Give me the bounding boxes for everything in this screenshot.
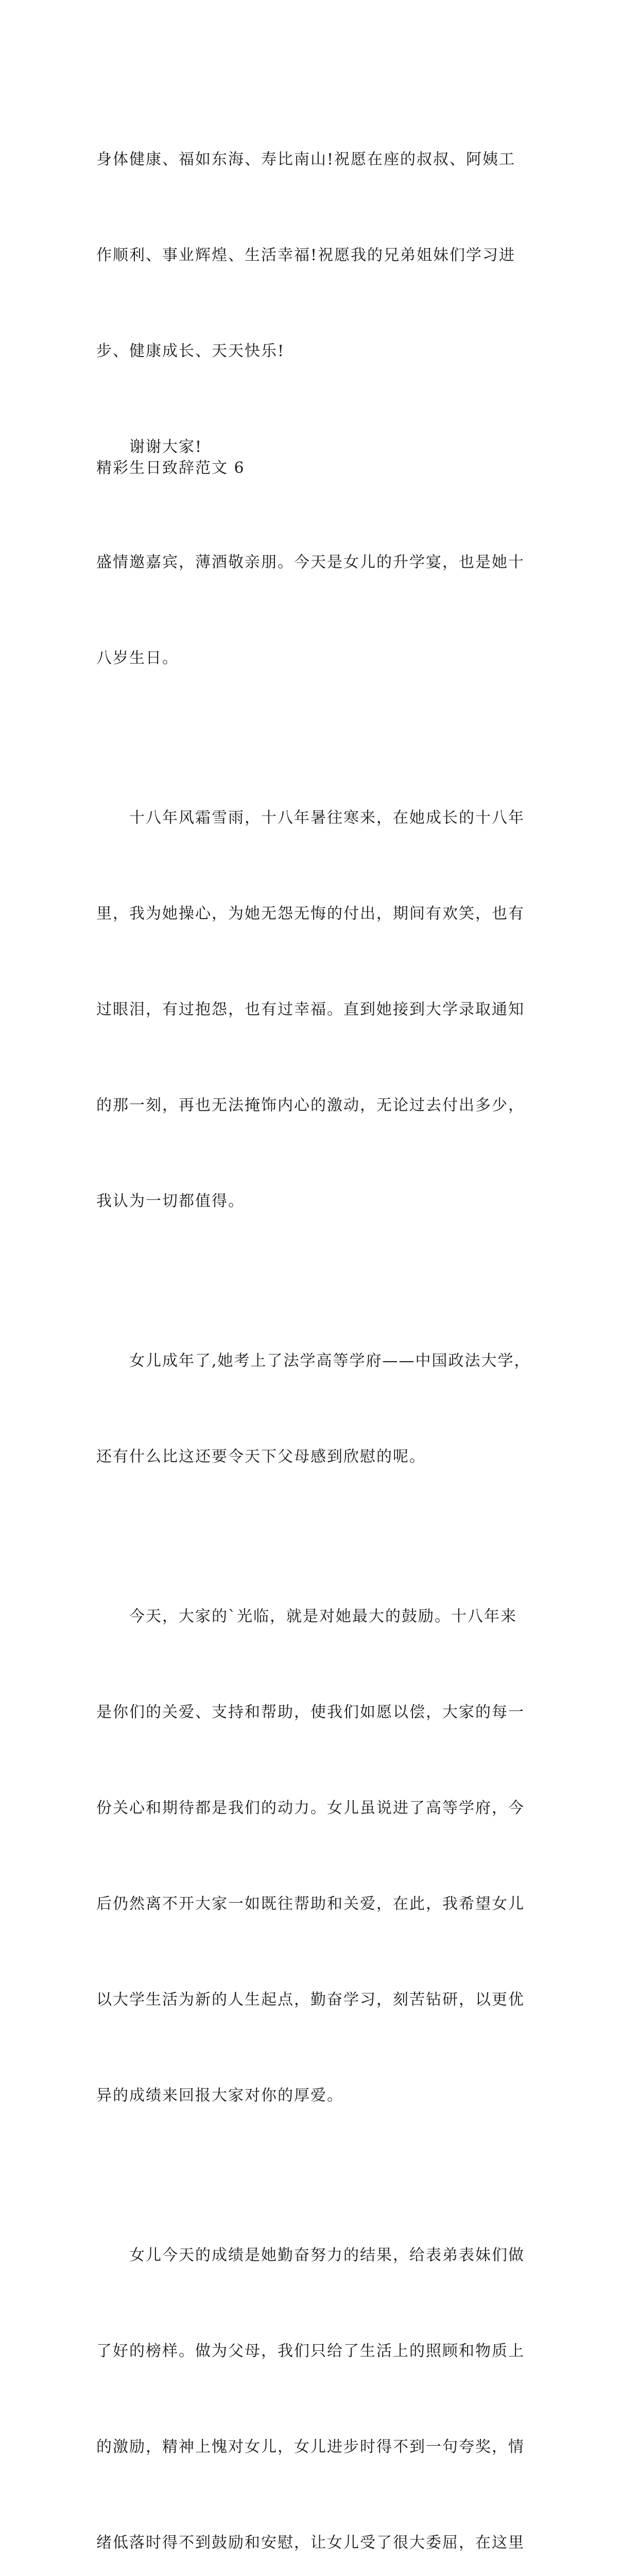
document-body (96, 80, 549, 2576)
text-line: 里，我为她操心，为她无怨无悔的付出，期间有欢笑，也有 (96, 905, 525, 923)
text-line: 份关心和期待都是我们的动力。女儿虽说进了高等学府，今 (96, 1799, 525, 1817)
text-line: 女儿成年了,她考上了法学高等学府——中国政法大学， (129, 1352, 531, 1370)
text-line: 十八年风霜雪雨，十八年暑往寒来，在她成长的十八年 (129, 809, 525, 827)
text-line: 了好的榜样。做为父母，我们只给了生活上的照顾和物质上 (96, 2342, 525, 2360)
text-line: 女儿今天的成绩是她勤奋努力的结果，给表弟表妹们做 (129, 2246, 525, 2264)
text-line: 过眼泪，有过抱怨，也有过幸福。直到她接到大学录取通知 (96, 1001, 525, 1019)
text-line: 还有什么比这还要令天下父母感到欣慰的呢。 (96, 1448, 426, 1466)
paragraph-4 (96, 1537, 549, 2176)
text-line: 身体健康、福如东海、寿比南山!祝愿在座的叔叔、阿姨工 (96, 150, 516, 168)
section-title: 精彩生日致辞范文 6 (96, 459, 245, 477)
intro-paragraph (96, 80, 549, 431)
paragraph-1 (96, 483, 549, 738)
text-line: 八岁生日。 (96, 649, 179, 667)
text-line: 异的成绩来回报大家对你的厚爱。 (96, 2087, 343, 2105)
text-line: 盛情邀嘉宾，薄酒敬亲朋。今天是女儿的升学宴，也是她十 (96, 553, 525, 571)
paragraph-2 (96, 738, 549, 1281)
text-line: 后仍然离不开大家一如既往帮助和关爱，在此，我希望女儿 (96, 1895, 525, 1913)
text-line: 作顺利、事业辉煌、生活幸福!祝愿我的兄弟姐妹们学习进 (96, 246, 516, 264)
text-line: 的那一刻，再也无法掩饰内心的激动，无论过去付出多少， (96, 1096, 525, 1114)
text-line: 步、健康成长、天天快乐! (96, 342, 285, 360)
text-line: 是你们的关爱、支持和帮助，使我们如愿以偿，大家的每一 (96, 1703, 525, 1721)
text-line: 我认为一切都值得。 (96, 1192, 245, 1210)
paragraph-5 (96, 2176, 549, 2576)
text-line: 的激励，精神上愧对女儿，女儿进步时得不到一句夸奖，情 (96, 2438, 525, 2456)
text-line: 绪低落时得不到鼓励和安慰，让女儿受了很大委屈，在这里 (96, 2534, 525, 2552)
text-line: 今天，大家的`光临，就是对她最大的鼓励。十八年来 (129, 1607, 517, 1625)
thanks-line: 谢谢大家! (129, 438, 203, 456)
text-line: 以大学生活为新的人生起点，勤奋学习，刻苦钻研，以更优 (96, 1991, 525, 2009)
paragraph-3 (96, 1281, 549, 1537)
